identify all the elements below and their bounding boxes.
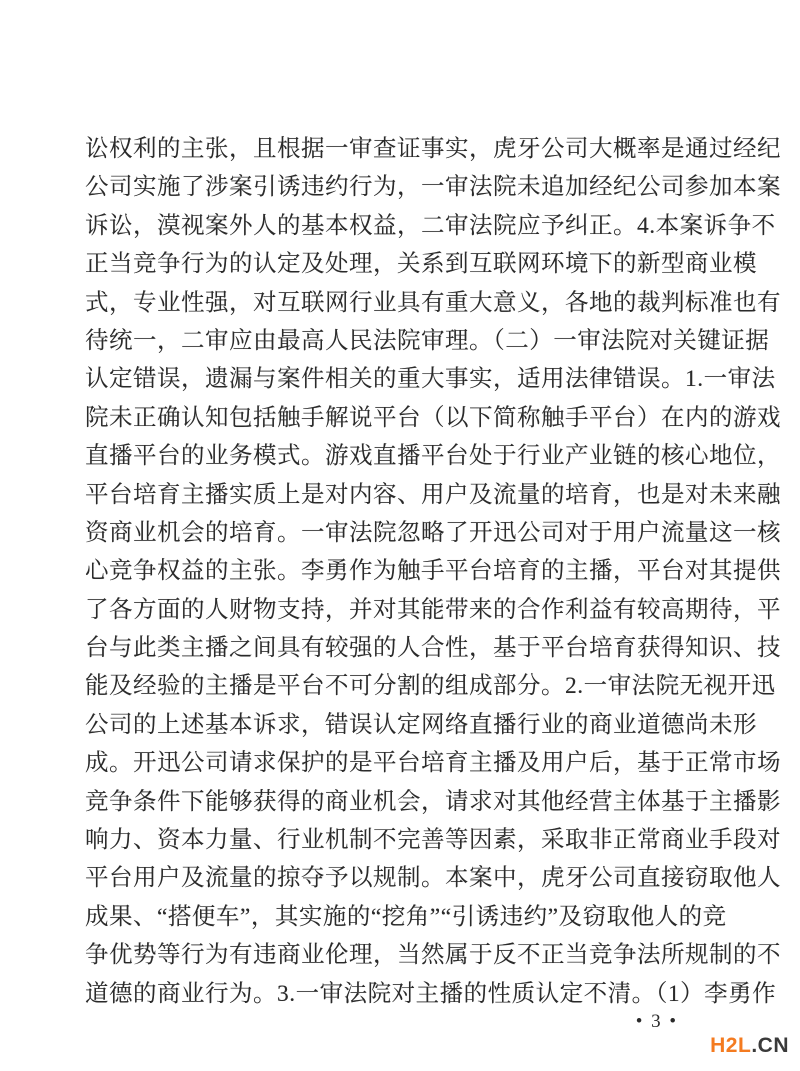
text-line: 资商业机会的培育。一审法院忽略了开迅公司对于用户流量这一核 xyxy=(85,519,781,546)
text-line: 公司的上述基本诉求，错误认定网络直播行业的商业道德尚未形 xyxy=(85,711,757,738)
text-line: 成。开迅公司请求保护的是平台培育主播及用户后，基于正常市场 xyxy=(85,750,781,777)
text-line: 式，专业性强，对互联网行业具有重大意义，各地的裁判标准也有 xyxy=(85,289,781,316)
document-body xyxy=(85,130,781,1013)
watermark-logo xyxy=(710,1034,789,1058)
text-line: 响力、资本力量、行业机制不完善等因素，采取非正常商业手段对 xyxy=(85,827,781,854)
text-line: 了各方面的人财物支持，并对其能带来的合作利益有较高期待，平 xyxy=(85,596,781,623)
text-line: 诉讼，漠视案外人的基本权益，二审法院应予纠正。4.本案诉争不 xyxy=(85,212,776,239)
text-line: 平台用户及流量的掠夺予以规制。本案中，虎牙公司直接窃取他人 xyxy=(85,865,781,892)
text-line: 待统一，二审应由最高人民法院审理。（二）一审法院对关键证据 xyxy=(85,327,770,354)
text-line: 讼权利的主张，且根据一审查证事实，虎牙公司大概率是通过经纪 xyxy=(85,136,781,162)
text-line: 台与此类主播之间具有较强的人合性，基于平台培育获得知识、技 xyxy=(85,635,781,662)
text-line: 院未正确认知包括触手解说平台（以下简称触手平台）在内的游戏 xyxy=(85,404,781,431)
text-line: 争优势等行为有违商业伦理，当然属于反不正当竞争法所规制的不 xyxy=(85,942,781,969)
text-line: 心竞争权益的主张。李勇作为触手平台培育的主播，平台对其提供 xyxy=(85,558,781,585)
text-line: 认定错误，遗漏与案件相关的重大事实，适用法律错误。1.一审法 xyxy=(85,366,776,393)
text-line: 正当竞争行为的认定及处理，关系到互联网环境下的新型商业模 xyxy=(85,251,757,278)
text-line: 竞争条件下能够获得的商业机会，请求对其他经营主体基于主播影 xyxy=(85,788,781,815)
text-line: 道德的商业行为。3.一审法院对主播的性质认定不清。（1）李勇作 xyxy=(85,980,777,1007)
text-line: 能及经验的主播是平台不可分割的组成部分。2.一审法院无视开迅 xyxy=(85,673,776,700)
watermark-primary: H2L xyxy=(710,1034,752,1057)
text-line: 成果、“搭便车”，其实施的“挖角”“引诱违约”及窃取他人的竞 xyxy=(85,903,727,930)
text-line: 平台培育主播实质上是对内容、用户及流量的培育，也是对未来融 xyxy=(85,481,781,508)
text-line: 公司实施了涉案引诱违约行为，一审法院未追加经纪公司参加本案 xyxy=(85,174,781,201)
text-line: 直播平台的业务模式。游戏直播平台处于行业产业链的核心地位， xyxy=(85,443,781,470)
watermark-secondary: .CN xyxy=(751,1034,789,1057)
page-number: • 3 • xyxy=(635,1011,678,1032)
